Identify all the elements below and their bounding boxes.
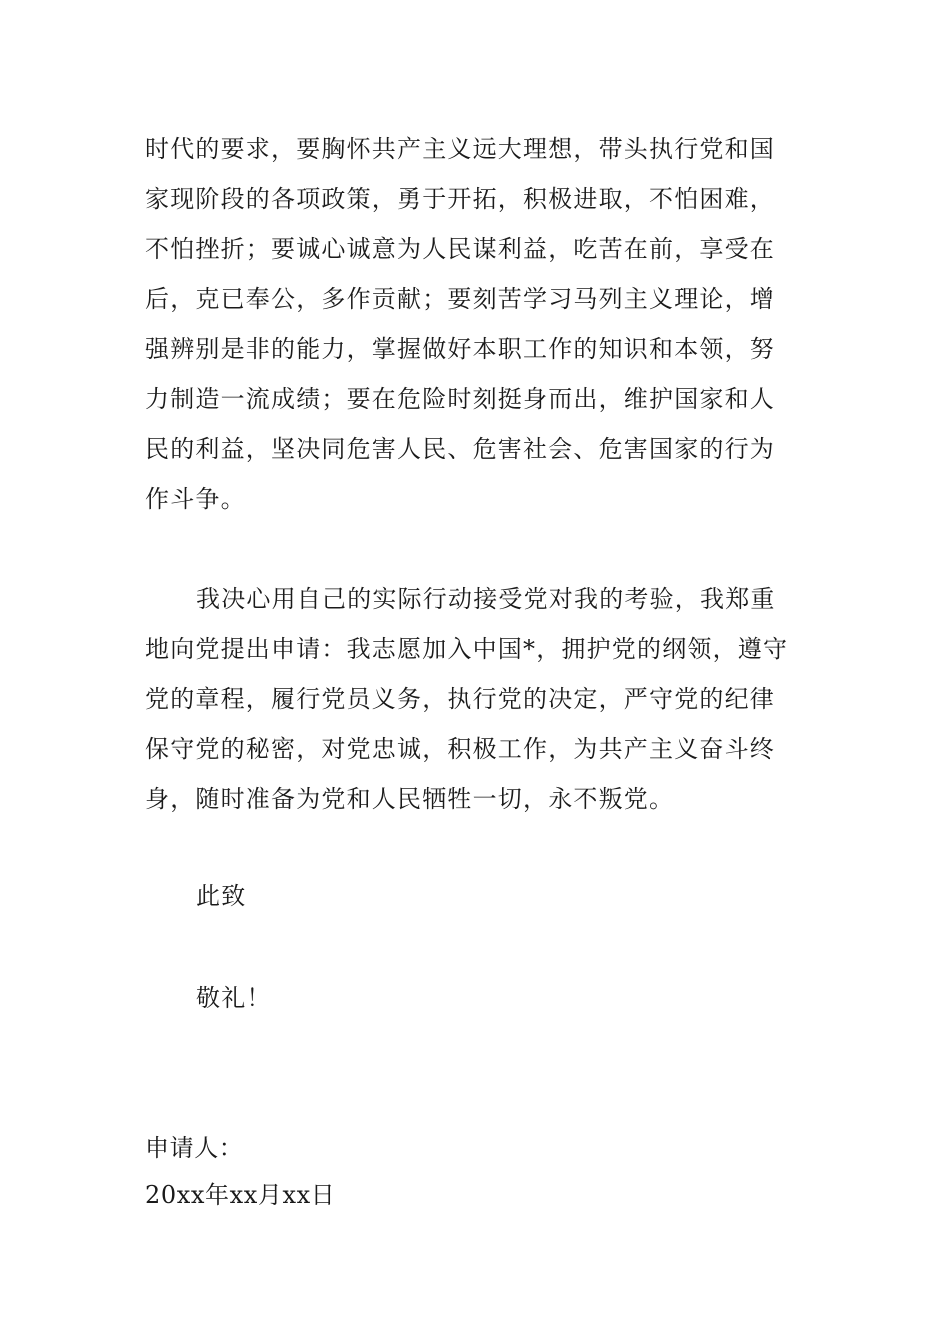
paragraph-line: 强辨别是非的能力，掌握做好本职工作的知识和本领，努 [145, 335, 775, 363]
paragraph-line: 党的章程，履行党员义务，执行党的决定，严守党的纪律 [145, 685, 775, 713]
paragraph-line: 我决心用自己的实际行动接受党对我的考验，我郑重 [196, 585, 776, 613]
closing-salutation: 此致 [196, 882, 247, 910]
signature-date: 20xx年xx月xx日 [145, 1181, 336, 1209]
paragraph-line: 地向党提出申请：我志愿加入中国*，拥护党的纲领，遵守 [145, 635, 789, 663]
closing-regards: 敬礼！ [196, 984, 272, 1012]
paragraph-line: 身，随时准备为党和人民牺牲一切，永不叛党。 [145, 785, 675, 813]
paragraph-line: 民的利益，坚决同危害人民、危害社会、危害国家的行为 [145, 435, 775, 463]
applicant-label: 申请人： [145, 1134, 244, 1162]
paragraph-line: 后，克已奉公，多作贡献；要刻苦学习马列主义理论，增 [145, 285, 775, 313]
paragraph-line: 家现阶段的各项政策，勇于开拓，积极进取，不怕困难， [145, 185, 775, 213]
paragraph-line: 不怕挫折；要诚心诚意为人民谋利益，吃苦在前，享受在 [145, 235, 775, 263]
paragraph-line: 时代的要求，要胸怀共产主义远大理想，带头执行党和国 [145, 135, 775, 163]
paragraph-line: 力制造一流成绩；要在危险时刻挺身而出，维护国家和人 [145, 385, 775, 413]
paragraph-line: 保守党的秘密，对党忠诚，积极工作，为共产主义奋斗终 [145, 735, 775, 763]
paragraph-line: 作斗争。 [145, 485, 246, 513]
